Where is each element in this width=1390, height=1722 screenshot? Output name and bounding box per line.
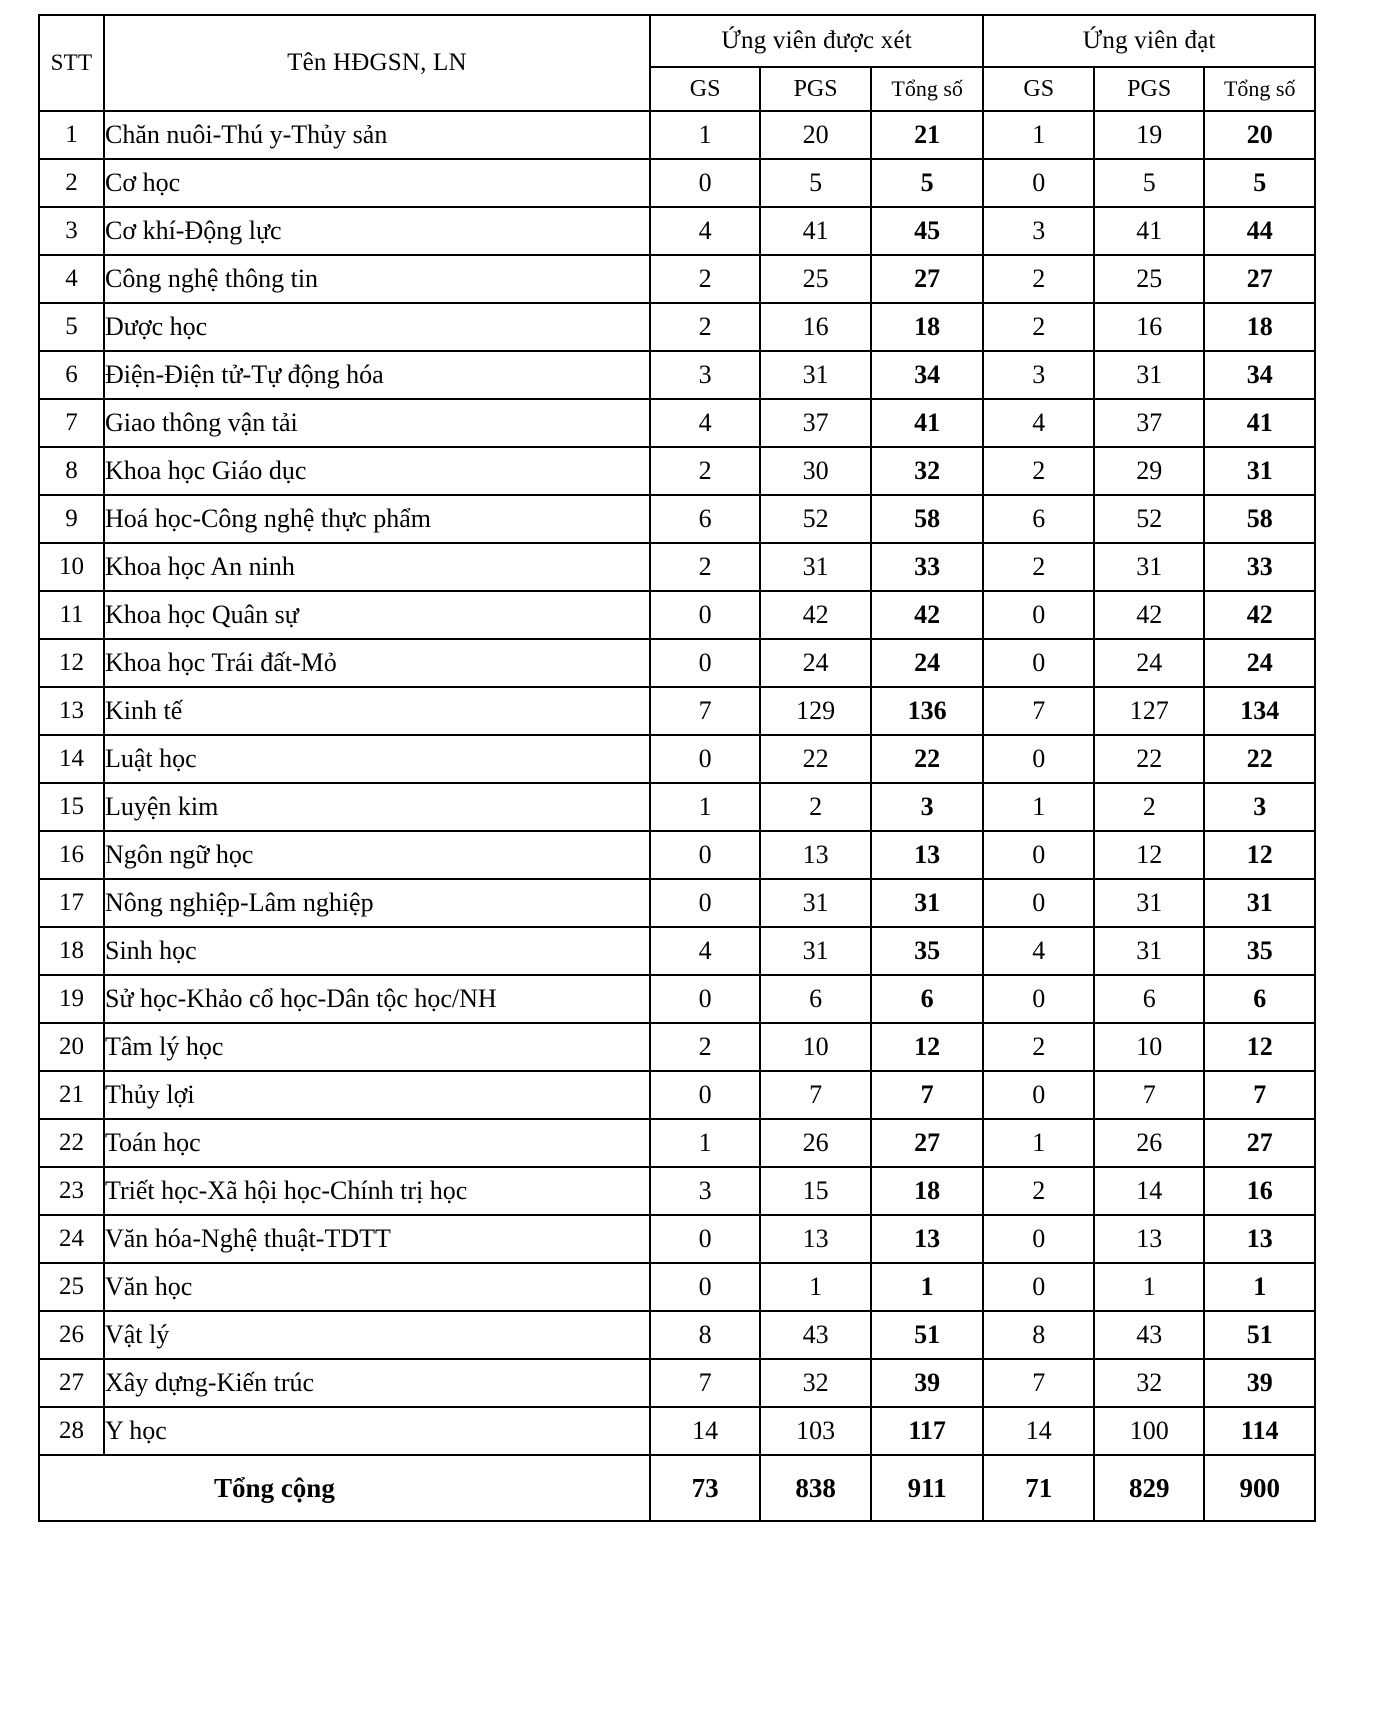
cell-passed-gs: 0	[983, 975, 1093, 1023]
cell-reviewed-gs: 0	[650, 1215, 760, 1263]
header-passed-pgs: PGS	[1094, 67, 1204, 111]
table-body	[39, 111, 1315, 1455]
cell-passed-pgs: 42	[1094, 591, 1204, 639]
table-row	[39, 1167, 1315, 1215]
cell-stt: 8	[39, 447, 104, 495]
cell-passed-gs: 8	[983, 1311, 1093, 1359]
cell-passed-total: 12	[1204, 831, 1315, 879]
cell-reviewed-total: 5	[871, 159, 984, 207]
cell-passed-total: 24	[1204, 639, 1315, 687]
cell-council-name: Khoa học Trái đất-Mỏ	[104, 639, 650, 687]
cell-reviewed-pgs: 31	[760, 351, 870, 399]
cell-passed-pgs: 43	[1094, 1311, 1204, 1359]
cell-reviewed-total: 31	[871, 879, 984, 927]
cell-reviewed-pgs: 2	[760, 783, 870, 831]
cell-passed-gs: 6	[983, 495, 1093, 543]
cell-council-name: Dược học	[104, 303, 650, 351]
header-council-name: Tên HĐGSN, LN	[104, 15, 650, 111]
cell-stt: 12	[39, 639, 104, 687]
header-group-reviewed: Ứng viên được xét	[650, 15, 984, 67]
cell-council-name: Ngôn ngữ học	[104, 831, 650, 879]
cell-passed-total: 41	[1204, 399, 1315, 447]
cell-passed-gs: 7	[983, 1359, 1093, 1407]
cell-passed-gs: 0	[983, 159, 1093, 207]
statistics-table-container	[38, 14, 1316, 1522]
cell-reviewed-gs: 6	[650, 495, 760, 543]
cell-stt: 10	[39, 543, 104, 591]
cell-passed-pgs: 13	[1094, 1215, 1204, 1263]
table-row	[39, 639, 1315, 687]
cell-reviewed-total: 117	[871, 1407, 984, 1455]
cell-reviewed-total: 18	[871, 303, 984, 351]
table-row	[39, 351, 1315, 399]
cell-stt: 11	[39, 591, 104, 639]
cell-reviewed-gs: 2	[650, 255, 760, 303]
cell-stt: 5	[39, 303, 104, 351]
table-row	[39, 159, 1315, 207]
cell-passed-gs: 2	[983, 1023, 1093, 1071]
cell-passed-total: 12	[1204, 1023, 1315, 1071]
table-row	[39, 303, 1315, 351]
cell-council-name: Chăn nuôi-Thú y-Thủy sản	[104, 111, 650, 159]
cell-stt: 17	[39, 879, 104, 927]
table-row	[39, 399, 1315, 447]
cell-council-name: Luyện kim	[104, 783, 650, 831]
cell-passed-total: 6	[1204, 975, 1315, 1023]
cell-passed-total: 18	[1204, 303, 1315, 351]
cell-council-name: Y học	[104, 1407, 650, 1455]
cell-reviewed-gs: 0	[650, 831, 760, 879]
cell-passed-total: 35	[1204, 927, 1315, 975]
cell-reviewed-pgs: 31	[760, 543, 870, 591]
cell-reviewed-total: 32	[871, 447, 984, 495]
cell-reviewed-pgs: 32	[760, 1359, 870, 1407]
cell-reviewed-total: 27	[871, 255, 984, 303]
cell-reviewed-pgs: 30	[760, 447, 870, 495]
cell-passed-gs: 7	[983, 687, 1093, 735]
cell-reviewed-pgs: 5	[760, 159, 870, 207]
cell-stt: 23	[39, 1167, 104, 1215]
cell-passed-gs: 1	[983, 1119, 1093, 1167]
cell-passed-total: 33	[1204, 543, 1315, 591]
cell-reviewed-gs: 8	[650, 1311, 760, 1359]
header-passed-total: Tổng số	[1204, 67, 1315, 111]
cell-council-name: Khoa học An ninh	[104, 543, 650, 591]
cell-passed-gs: 2	[983, 303, 1093, 351]
cell-reviewed-pgs: 20	[760, 111, 870, 159]
cell-council-name: Điện-Điện tử-Tự động hóa	[104, 351, 650, 399]
table-row	[39, 1407, 1315, 1455]
cell-passed-total: 3	[1204, 783, 1315, 831]
cell-passed-total: 27	[1204, 1119, 1315, 1167]
cell-council-name: Toán học	[104, 1119, 650, 1167]
cell-stt: 25	[39, 1263, 104, 1311]
cell-passed-total: 31	[1204, 879, 1315, 927]
cell-reviewed-pgs: 24	[760, 639, 870, 687]
cell-passed-gs: 4	[983, 927, 1093, 975]
cell-reviewed-gs: 7	[650, 1359, 760, 1407]
table-row	[39, 591, 1315, 639]
grand-total-label: Tổng cộng	[39, 1455, 650, 1521]
cell-passed-pgs: 10	[1094, 1023, 1204, 1071]
cell-stt: 1	[39, 111, 104, 159]
cell-passed-total: 51	[1204, 1311, 1315, 1359]
cell-reviewed-pgs: 16	[760, 303, 870, 351]
cell-reviewed-total: 39	[871, 1359, 984, 1407]
cell-passed-total: 58	[1204, 495, 1315, 543]
cell-passed-pgs: 25	[1094, 255, 1204, 303]
cell-passed-gs: 2	[983, 255, 1093, 303]
header-row-groups	[39, 15, 1315, 67]
cell-stt: 4	[39, 255, 104, 303]
cell-council-name: Kinh tế	[104, 687, 650, 735]
cell-reviewed-total: 1	[871, 1263, 984, 1311]
cell-passed-pgs: 16	[1094, 303, 1204, 351]
cell-reviewed-gs: 4	[650, 927, 760, 975]
table-row	[39, 111, 1315, 159]
cell-reviewed-total: 21	[871, 111, 984, 159]
cell-reviewed-pgs: 25	[760, 255, 870, 303]
cell-council-name: Khoa học Quân sự	[104, 591, 650, 639]
cell-passed-pgs: 41	[1094, 207, 1204, 255]
cell-reviewed-pgs: 103	[760, 1407, 870, 1455]
cell-council-name: Vật lý	[104, 1311, 650, 1359]
cell-passed-total: 39	[1204, 1359, 1315, 1407]
cell-passed-pgs: 31	[1094, 351, 1204, 399]
cell-council-name: Văn hóa-Nghệ thuật-TDTT	[104, 1215, 650, 1263]
cell-reviewed-pgs: 13	[760, 831, 870, 879]
header-stt: STT	[39, 15, 104, 111]
statistics-table	[38, 14, 1316, 1522]
cell-reviewed-pgs: 37	[760, 399, 870, 447]
cell-council-name: Nông nghiệp-Lâm nghiệp	[104, 879, 650, 927]
cell-reviewed-total: 41	[871, 399, 984, 447]
cell-stt: 6	[39, 351, 104, 399]
cell-reviewed-gs: 0	[650, 639, 760, 687]
cell-stt: 27	[39, 1359, 104, 1407]
cell-reviewed-gs: 0	[650, 159, 760, 207]
grand-total-passed-pgs: 829	[1094, 1455, 1204, 1521]
cell-passed-total: 1	[1204, 1263, 1315, 1311]
cell-stt: 20	[39, 1023, 104, 1071]
cell-council-name: Cơ học	[104, 159, 650, 207]
cell-passed-total: 44	[1204, 207, 1315, 255]
cell-reviewed-pgs: 10	[760, 1023, 870, 1071]
cell-council-name: Công nghệ thông tin	[104, 255, 650, 303]
cell-passed-pgs: 24	[1094, 639, 1204, 687]
table-row	[39, 1023, 1315, 1071]
cell-stt: 7	[39, 399, 104, 447]
cell-passed-gs: 1	[983, 111, 1093, 159]
table-row	[39, 927, 1315, 975]
cell-council-name: Văn học	[104, 1263, 650, 1311]
cell-reviewed-gs: 1	[650, 111, 760, 159]
cell-council-name: Triết học-Xã hội học-Chính trị học	[104, 1167, 650, 1215]
table-row	[39, 831, 1315, 879]
table-row	[39, 1359, 1315, 1407]
cell-stt: 28	[39, 1407, 104, 1455]
cell-passed-total: 16	[1204, 1167, 1315, 1215]
cell-passed-pgs: 22	[1094, 735, 1204, 783]
cell-passed-gs: 3	[983, 207, 1093, 255]
cell-stt: 9	[39, 495, 104, 543]
cell-stt: 19	[39, 975, 104, 1023]
cell-passed-pgs: 1	[1094, 1263, 1204, 1311]
table-row	[39, 1119, 1315, 1167]
cell-council-name: Hoá học-Công nghệ thực phẩm	[104, 495, 650, 543]
table-row	[39, 1215, 1315, 1263]
cell-reviewed-gs: 4	[650, 399, 760, 447]
cell-passed-gs: 0	[983, 1071, 1093, 1119]
cell-reviewed-gs: 1	[650, 783, 760, 831]
cell-reviewed-pgs: 22	[760, 735, 870, 783]
cell-reviewed-total: 45	[871, 207, 984, 255]
grand-total-reviewed-pgs: 838	[760, 1455, 870, 1521]
cell-reviewed-pgs: 6	[760, 975, 870, 1023]
table-row	[39, 543, 1315, 591]
cell-reviewed-gs: 0	[650, 975, 760, 1023]
cell-reviewed-gs: 0	[650, 735, 760, 783]
cell-stt: 18	[39, 927, 104, 975]
cell-reviewed-total: 12	[871, 1023, 984, 1071]
cell-passed-gs: 14	[983, 1407, 1093, 1455]
cell-stt: 15	[39, 783, 104, 831]
cell-reviewed-total: 33	[871, 543, 984, 591]
cell-passed-total: 13	[1204, 1215, 1315, 1263]
cell-passed-gs: 3	[983, 351, 1093, 399]
header-reviewed-gs: GS	[650, 67, 760, 111]
cell-reviewed-pgs: 42	[760, 591, 870, 639]
cell-passed-total: 42	[1204, 591, 1315, 639]
cell-passed-gs: 2	[983, 543, 1093, 591]
cell-reviewed-total: 42	[871, 591, 984, 639]
cell-passed-pgs: 2	[1094, 783, 1204, 831]
cell-reviewed-pgs: 13	[760, 1215, 870, 1263]
cell-reviewed-gs: 1	[650, 1119, 760, 1167]
cell-stt: 21	[39, 1071, 104, 1119]
cell-passed-gs: 0	[983, 1215, 1093, 1263]
table-row	[39, 975, 1315, 1023]
cell-reviewed-pgs: 41	[760, 207, 870, 255]
cell-passed-total: 34	[1204, 351, 1315, 399]
cell-stt: 2	[39, 159, 104, 207]
cell-passed-total: 22	[1204, 735, 1315, 783]
cell-council-name: Xây dựng-Kiến trúc	[104, 1359, 650, 1407]
cell-council-name: Luật học	[104, 735, 650, 783]
cell-passed-gs: 0	[983, 1263, 1093, 1311]
cell-passed-gs: 0	[983, 879, 1093, 927]
cell-passed-pgs: 7	[1094, 1071, 1204, 1119]
table-row	[39, 207, 1315, 255]
cell-passed-pgs: 52	[1094, 495, 1204, 543]
cell-passed-pgs: 31	[1094, 543, 1204, 591]
cell-passed-gs: 0	[983, 591, 1093, 639]
cell-reviewed-pgs: 43	[760, 1311, 870, 1359]
cell-council-name: Khoa học Giáo dục	[104, 447, 650, 495]
table-footer	[39, 1455, 1315, 1521]
cell-reviewed-total: 35	[871, 927, 984, 975]
cell-reviewed-pgs: 15	[760, 1167, 870, 1215]
cell-passed-pgs: 31	[1094, 927, 1204, 975]
table-row	[39, 255, 1315, 303]
cell-reviewed-gs: 3	[650, 1167, 760, 1215]
cell-council-name: Thủy lợi	[104, 1071, 650, 1119]
cell-reviewed-gs: 0	[650, 1071, 760, 1119]
cell-reviewed-gs: 2	[650, 303, 760, 351]
cell-passed-total: 5	[1204, 159, 1315, 207]
cell-reviewed-gs: 2	[650, 447, 760, 495]
header-reviewed-total: Tổng số	[871, 67, 984, 111]
cell-reviewed-pgs: 1	[760, 1263, 870, 1311]
cell-passed-gs: 0	[983, 639, 1093, 687]
cell-passed-pgs: 29	[1094, 447, 1204, 495]
cell-reviewed-total: 27	[871, 1119, 984, 1167]
cell-stt: 13	[39, 687, 104, 735]
cell-reviewed-total: 6	[871, 975, 984, 1023]
cell-reviewed-total: 51	[871, 1311, 984, 1359]
cell-council-name: Sử học-Khảo cổ học-Dân tộc học/NH	[104, 975, 650, 1023]
grand-total-passed-total: 900	[1204, 1455, 1315, 1521]
cell-stt: 24	[39, 1215, 104, 1263]
cell-passed-pgs: 26	[1094, 1119, 1204, 1167]
cell-passed-gs: 1	[983, 783, 1093, 831]
header-group-passed: Ứng viên đạt	[983, 15, 1315, 67]
cell-reviewed-pgs: 52	[760, 495, 870, 543]
cell-passed-pgs: 32	[1094, 1359, 1204, 1407]
cell-council-name: Tâm lý học	[104, 1023, 650, 1071]
cell-reviewed-total: 22	[871, 735, 984, 783]
cell-stt: 16	[39, 831, 104, 879]
cell-reviewed-total: 34	[871, 351, 984, 399]
cell-reviewed-gs: 14	[650, 1407, 760, 1455]
table-row	[39, 495, 1315, 543]
grand-total-row	[39, 1455, 1315, 1521]
cell-passed-gs: 0	[983, 831, 1093, 879]
cell-stt: 26	[39, 1311, 104, 1359]
cell-passed-total: 27	[1204, 255, 1315, 303]
cell-passed-pgs: 37	[1094, 399, 1204, 447]
cell-reviewed-total: 13	[871, 831, 984, 879]
table-row	[39, 1311, 1315, 1359]
cell-reviewed-gs: 4	[650, 207, 760, 255]
table-row	[39, 1071, 1315, 1119]
table-row	[39, 447, 1315, 495]
cell-passed-total: 31	[1204, 447, 1315, 495]
table-row	[39, 783, 1315, 831]
cell-reviewed-total: 58	[871, 495, 984, 543]
cell-reviewed-total: 136	[871, 687, 984, 735]
cell-reviewed-total: 7	[871, 1071, 984, 1119]
grand-total-reviewed-total: 911	[871, 1455, 984, 1521]
cell-reviewed-gs: 0	[650, 879, 760, 927]
cell-passed-gs: 2	[983, 447, 1093, 495]
table-row	[39, 687, 1315, 735]
cell-reviewed-total: 24	[871, 639, 984, 687]
cell-reviewed-pgs: 129	[760, 687, 870, 735]
cell-reviewed-gs: 0	[650, 591, 760, 639]
cell-passed-total: 7	[1204, 1071, 1315, 1119]
cell-passed-gs: 2	[983, 1167, 1093, 1215]
cell-reviewed-pgs: 31	[760, 879, 870, 927]
cell-reviewed-gs: 7	[650, 687, 760, 735]
cell-reviewed-pgs: 7	[760, 1071, 870, 1119]
cell-reviewed-gs: 0	[650, 1263, 760, 1311]
cell-stt: 3	[39, 207, 104, 255]
cell-passed-total: 114	[1204, 1407, 1315, 1455]
cell-passed-pgs: 6	[1094, 975, 1204, 1023]
cell-reviewed-total: 3	[871, 783, 984, 831]
cell-reviewed-pgs: 26	[760, 1119, 870, 1167]
cell-council-name: Sinh học	[104, 927, 650, 975]
table-row	[39, 879, 1315, 927]
table-row	[39, 735, 1315, 783]
cell-reviewed-pgs: 31	[760, 927, 870, 975]
grand-total-reviewed-gs: 73	[650, 1455, 760, 1521]
cell-reviewed-total: 18	[871, 1167, 984, 1215]
cell-passed-pgs: 12	[1094, 831, 1204, 879]
cell-reviewed-total: 13	[871, 1215, 984, 1263]
cell-passed-gs: 4	[983, 399, 1093, 447]
cell-passed-total: 20	[1204, 111, 1315, 159]
cell-stt: 14	[39, 735, 104, 783]
header-passed-gs: GS	[983, 67, 1093, 111]
table-row	[39, 1263, 1315, 1311]
header-reviewed-pgs: PGS	[760, 67, 870, 111]
table-header	[39, 15, 1315, 111]
cell-reviewed-gs: 3	[650, 351, 760, 399]
cell-reviewed-gs: 2	[650, 1023, 760, 1071]
cell-stt: 22	[39, 1119, 104, 1167]
cell-passed-pgs: 127	[1094, 687, 1204, 735]
cell-passed-pgs: 31	[1094, 879, 1204, 927]
cell-council-name: Giao thông vận tải	[104, 399, 650, 447]
grand-total-passed-gs: 71	[983, 1455, 1093, 1521]
cell-passed-pgs: 100	[1094, 1407, 1204, 1455]
cell-passed-pgs: 14	[1094, 1167, 1204, 1215]
cell-passed-gs: 0	[983, 735, 1093, 783]
cell-passed-pgs: 19	[1094, 111, 1204, 159]
cell-council-name: Cơ khí-Động lực	[104, 207, 650, 255]
cell-passed-total: 134	[1204, 687, 1315, 735]
cell-passed-pgs: 5	[1094, 159, 1204, 207]
cell-reviewed-gs: 2	[650, 543, 760, 591]
